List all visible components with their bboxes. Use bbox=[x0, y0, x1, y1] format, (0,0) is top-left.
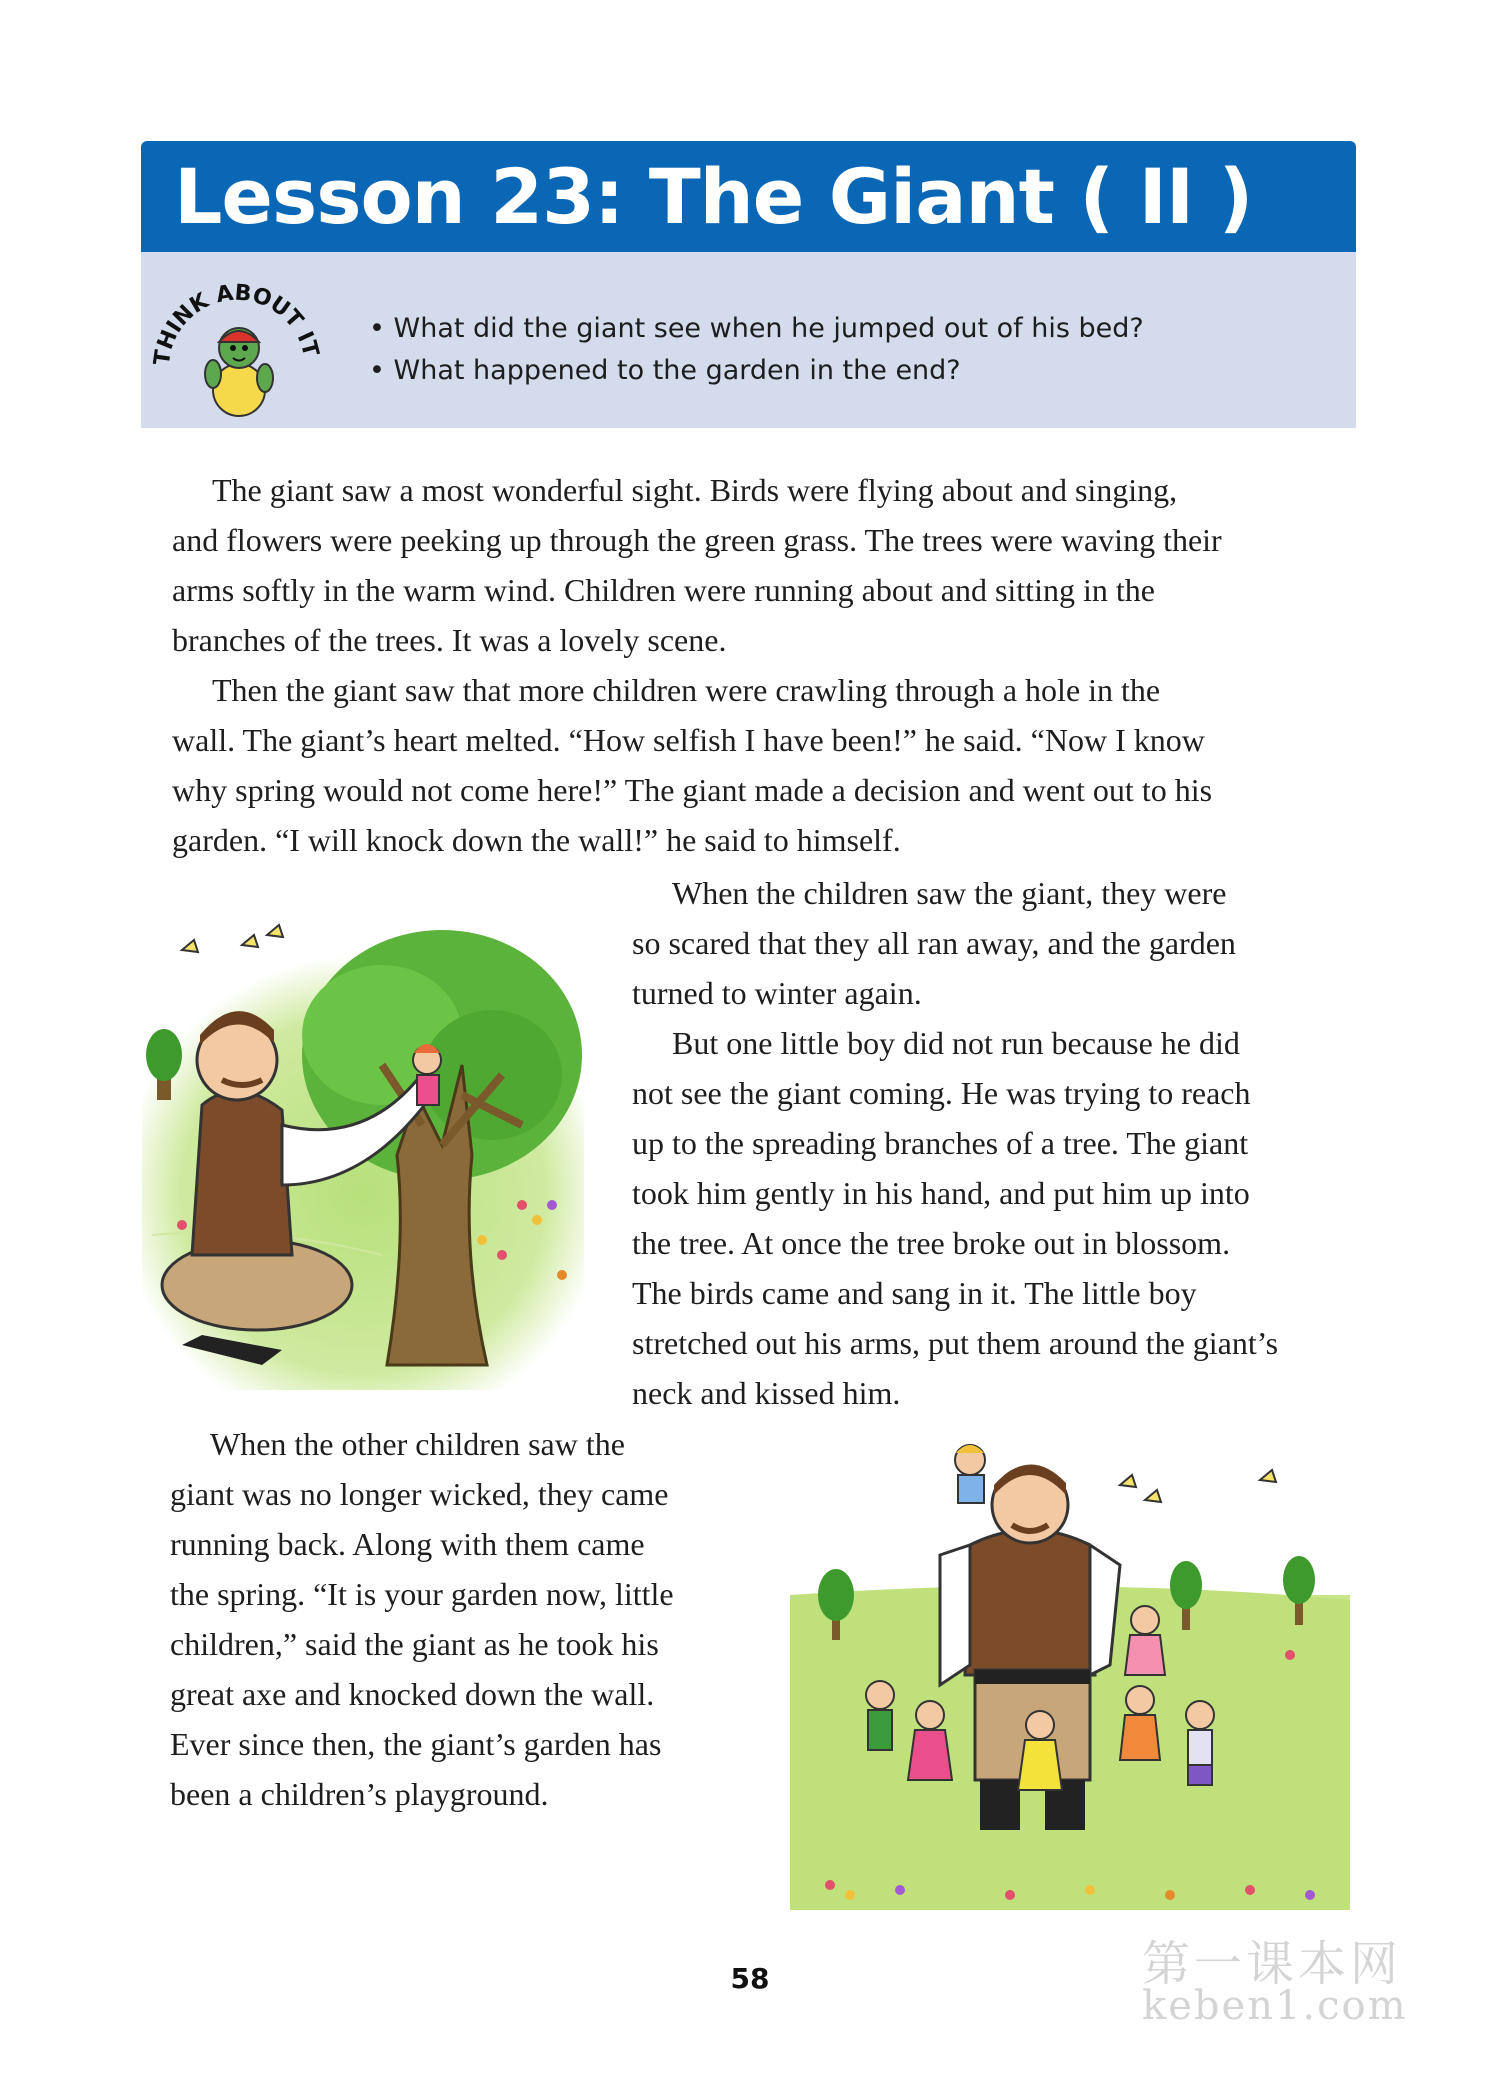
text-line: When the other children saw the bbox=[210, 1426, 625, 1462]
think-about-it-badge-icon bbox=[147, 270, 327, 420]
story-paragraph-1 bbox=[172, 465, 1222, 665]
text-line: turned to winter again. bbox=[632, 975, 922, 1011]
story-paragraph-2 bbox=[172, 665, 1212, 865]
text-line: Then the giant saw that more children were crawling through a hole in the bbox=[212, 672, 1161, 708]
watermark-chinese: 第一课本网 bbox=[1142, 1936, 1403, 1992]
text-line: stretched out his arms, put them around the giant’s bbox=[632, 1325, 1279, 1361]
question-1: • What did the giant see when he jumped out of his bed? bbox=[369, 313, 1144, 344]
text-line: children,” said the giant as he took his bbox=[170, 1626, 659, 1662]
text-line: and flowers were peeking up through the green grass. The trees were waving their bbox=[172, 522, 1222, 558]
text-line: The birds came and sang in it. The little boy bbox=[632, 1275, 1197, 1311]
watermark-url: keben1.com bbox=[1142, 1983, 1408, 2029]
think-about-it-box bbox=[141, 252, 1356, 428]
text-line: took him gently in his hand, and put him up into bbox=[632, 1175, 1250, 1211]
text-line: up to the spreading branches of a tree. The giant bbox=[632, 1125, 1249, 1161]
text-line: giant was no longer wicked, they came bbox=[170, 1476, 669, 1512]
text-line: neck and kissed him. bbox=[632, 1375, 901, 1411]
text-line: The giant saw a most wonderful sight. Birds were flying about and singing, bbox=[212, 472, 1178, 508]
text-line: garden. “I will knock down the wall!” he said to himself. bbox=[172, 822, 901, 858]
svg-text:THINK ABOUT IT: THINK ABOUT IT bbox=[149, 280, 324, 367]
text-line: Ever since then, the giant’s garden has bbox=[170, 1726, 662, 1762]
story-paragraph-5 bbox=[170, 1419, 674, 1819]
text-line: wall. The giant’s heart melted. “How selfish I have been!” he said. “Now I know bbox=[172, 722, 1205, 758]
question-2: • What happened to the garden in the end? bbox=[369, 355, 961, 386]
giant-and-tree-illustration bbox=[142, 895, 584, 1390]
giant-with-children-illustration bbox=[790, 1425, 1350, 1910]
text-line: running back. Along with them came bbox=[170, 1526, 645, 1562]
page-number: 58 bbox=[730, 1962, 770, 1995]
text-line: But one little boy did not run because he did bbox=[672, 1025, 1240, 1061]
text-line: great axe and knocked down the wall. bbox=[170, 1676, 655, 1712]
text-line: branches of the trees. It was a lovely scene. bbox=[172, 622, 727, 658]
text-line: arms softly in the warm wind. Children were running about and sitting in the bbox=[172, 572, 1155, 608]
story-paragraph-4 bbox=[632, 1018, 1278, 1418]
lesson-title: Lesson 23: The Giant ( II ) bbox=[174, 152, 1253, 241]
lesson-title-bar bbox=[141, 141, 1356, 252]
text-line: so scared that they all ran away, and the garden bbox=[632, 925, 1236, 961]
text-line: why spring would not come here!” The giant made a decision and went out to his bbox=[172, 772, 1213, 808]
think-about-it-questions bbox=[369, 308, 1144, 392]
text-line: the spring. “It is your garden now, little bbox=[170, 1576, 674, 1612]
text-line: not see the giant coming. He was trying to reach bbox=[632, 1075, 1251, 1111]
text-line: the tree. At once the tree broke out in blossom. bbox=[632, 1225, 1231, 1261]
text-line: been a children’s playground. bbox=[170, 1776, 549, 1812]
text-line: When the children saw the giant, they were bbox=[672, 875, 1227, 911]
story-paragraph-3 bbox=[632, 868, 1236, 1018]
